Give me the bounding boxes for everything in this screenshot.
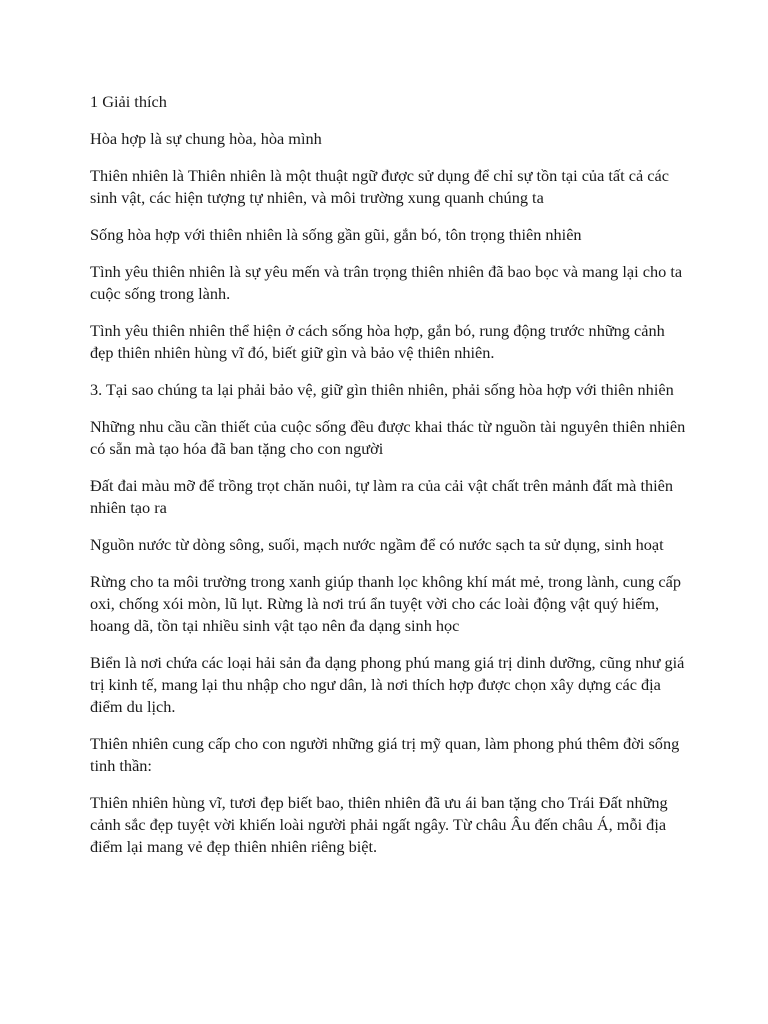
paragraph-sea: Biển là nơi chứa các loại hải sản đa dạng phong phú mang giá trị dinh dưỡng, cũng như giá trị kinh tế, mang lại thu nhập cho ngư dân, là nơi thích hợp được chọn xây dựng các địa điểm du lịch. — [90, 653, 685, 716]
paragraph-needs: Những nhu cầu cần thiết của cuộc sống đều được khai thác từ nguồn tài nguyên thiên nhiên có sẵn mà tạo hóa đã ban tặng cho con người — [90, 417, 686, 458]
heading-explanation: 1 Giải thích — [90, 92, 167, 111]
paragraph-harmony-definition: Hòa hợp là sự chung hòa, hòa mình — [90, 129, 322, 148]
paragraph-living-in-harmony: Sống hòa hợp với thiên nhiên là sống gần gũi, gắn bó, tôn trọng thiên nhiên — [90, 225, 582, 244]
paragraph-love-expression: Tình yêu thiên nhiên thể hiện ở cách sống hòa hợp, gắn bó, rung động trước những cảnh đẹp thiên nhiên hùng vĩ đó, biết giữ gìn và bảo vệ thiên nhiên. — [90, 321, 665, 362]
heading-why-protect: 3. Tại sao chúng ta lại phải bảo vệ, giữ gìn thiên nhiên, phải sống hòa hợp với thiên nhiên — [90, 380, 674, 399]
paragraph-forest: Rừng cho ta môi trường trong xanh giúp thanh lọc không khí mát mẻ, trong lành, cung cấp oxi, chống xói mòn, lũ lụt. Rừng là nơi trú ẩn tuyệt vời cho các loài động vật quý hiếm, hoang dã, tồn tại nhiều sinh vật tạo nên đa dạng sinh học — [90, 572, 682, 635]
paragraph-love-of-nature: Tình yêu thiên nhiên là sự yêu mến và trân trọng thiên nhiên đã bao bọc và mang lại cho ta cuộc sống trong lành. — [90, 262, 683, 303]
paragraph-beauty: Thiên nhiên hùng vĩ, tươi đẹp biết bao, thiên nhiên đã ưu ái ban tặng cho Trái Đất những cảnh sắc đẹp tuyệt vời khiến loài người phải ngất ngây. Từ châu Âu đến châu Á, mỗi địa điểm lại mang vẻ đẹp thiên nhiên riêng biệt. — [90, 793, 668, 856]
paragraph-aesthetic-value: Thiên nhiên cung cấp cho con người những giá trị mỹ quan, làm phong phú thêm đời sống tinh thần: — [90, 734, 680, 775]
paragraph-water: Nguồn nước từ dòng sông, suối, mạch nước ngầm để có nước sạch ta sử dụng, sinh hoạt — [90, 535, 664, 554]
paragraph-land: Đất đai màu mỡ để trồng trọt chăn nuôi, tự làm ra của cải vật chất trên mảnh đất mà thiên nhiên tạo ra — [90, 476, 674, 517]
paragraph-nature-definition: Thiên nhiên là Thiên nhiên là một thuật ngữ được sử dụng để chỉ sự tồn tại của tất cả các sinh vật, các hiện tượng tự nhiên, và môi trường xung quanh chúng ta — [90, 166, 669, 207]
